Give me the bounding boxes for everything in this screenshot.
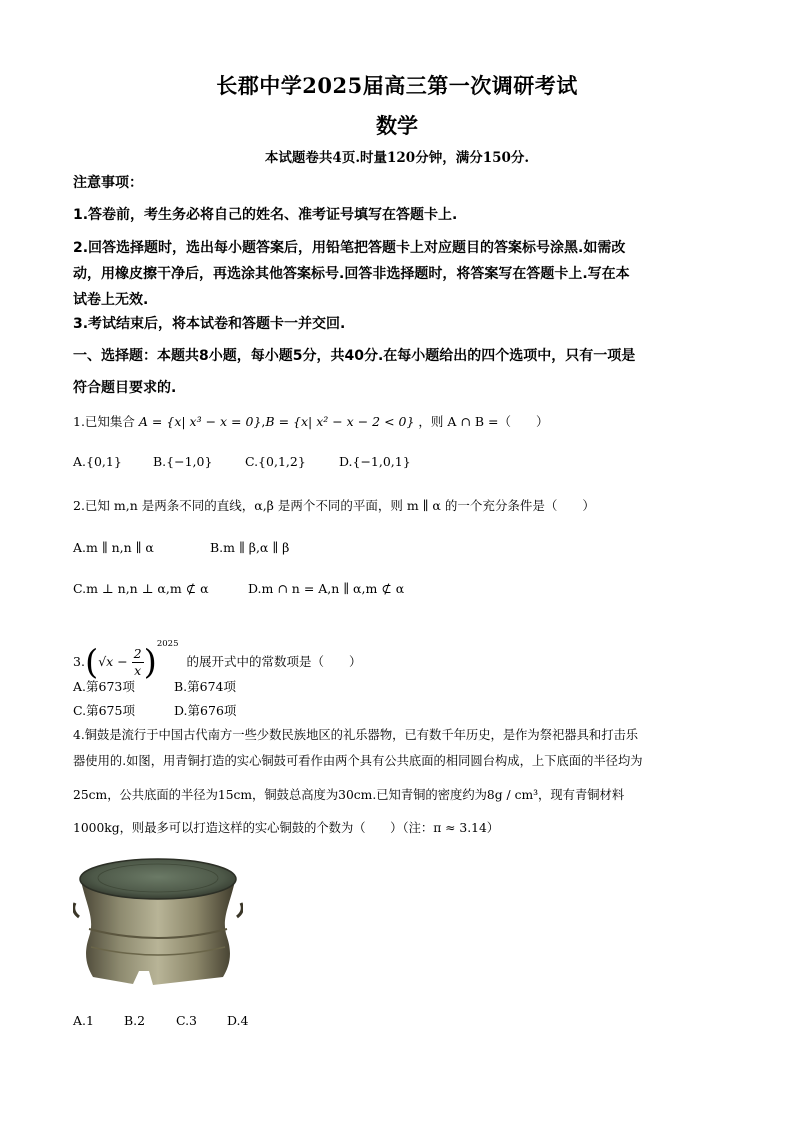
exam-info: 本试题卷共4页.时量120分钟，满分150分. xyxy=(264,150,530,166)
question-4-line-3: 25cm，公共底面的半径为15cm，铜鼓总高度为30cm.已知青铜的密度约为8g / cm³，现有青铜材料 xyxy=(73,788,625,802)
question-1-stem xyxy=(73,412,733,432)
question-3-stem xyxy=(73,622,733,683)
q1-option-d: D.{−1,0,1} xyxy=(338,454,411,469)
question-2-options-ab xyxy=(73,538,733,558)
q1-option-c: C.{0,1,2} xyxy=(244,454,306,469)
q3-minus: − xyxy=(113,654,132,669)
q3-number: 3. xyxy=(73,654,85,669)
q3-suffix: 的展开式中的常数项是（ ） xyxy=(186,654,362,669)
note-item-1: 1.答卷前，考生务必将自己的姓名、准考证号填写在答题卡上. xyxy=(73,207,458,223)
q4-option-d: D.4 xyxy=(226,1013,249,1028)
q3-option-a: A.第673项 xyxy=(73,679,135,694)
question-4-options xyxy=(73,1011,733,1031)
question-3-options-cd xyxy=(73,701,733,721)
q2-option-d: D.m ∩ n = A,n ∥ α,m ⊄ α xyxy=(247,581,405,596)
q1-sep: , xyxy=(261,414,266,429)
exam-title: 长郡中学2025届高三第一次调研考试 xyxy=(216,73,578,98)
q3-option-c: C.第675项 xyxy=(73,703,135,718)
q1-set-b: B = {x| x² − x − 2 < 0} xyxy=(265,414,415,429)
q1-set-a: A = {x| x³ − x = 0} xyxy=(138,414,262,429)
question-4-line-1: 4.铜鼓是流行于中国古代南方一些少数民族地区的礼乐器物，已有数千年历史，是作为祭祀器具和打击乐 xyxy=(73,728,639,742)
bronze-drum-image xyxy=(73,855,243,990)
q2-option-b: B.m ∥ β,α ∥ β xyxy=(209,540,290,555)
q3-exponent: 2025 xyxy=(156,639,179,649)
q3-fraction xyxy=(132,646,144,679)
note-item-2-line-1: 2.回答选择题时，选出每小题答案后，用铅笔把答题卡上对应题目的答案标号涂黑.如需改 xyxy=(73,240,626,256)
drum-handle-right xyxy=(237,903,242,917)
q3-right-paren: ) xyxy=(143,642,157,683)
q3-fraction-numerator: 2 xyxy=(133,646,142,661)
question-2-stem: 2.已知 m,n 是两条不同的直线，α,β 是两个不同的平面，则 m ∥ α 的一个充分条件是（ ） xyxy=(73,498,595,513)
q3-option-b: B.第674项 xyxy=(173,679,237,694)
section-1-heading-line-2: 符合题目要求的. xyxy=(73,380,177,396)
question-2-options-cd xyxy=(73,579,733,599)
question-3-options-ab xyxy=(73,677,733,697)
q3-option-d: D.第676项 xyxy=(173,703,237,718)
q1-option-b: B.{−1,0} xyxy=(152,454,213,469)
q1-prefix: 1.已知集合 xyxy=(73,414,135,429)
section-1-heading-line-1: 一、选择题：本题共8小题，每小题5分，共40分.在每小题给出的四个选项中，只有一项是 xyxy=(73,348,636,364)
q4-option-c: C.3 xyxy=(175,1013,198,1028)
question-1-options xyxy=(73,452,733,472)
subject-title: 数学 xyxy=(376,113,418,138)
question-4-line-4: 1000kg，则最多可以打造这样的实心铜鼓的个数为（ ）（注：π ≈ 3.14） xyxy=(73,821,500,835)
q3-left-paren: ( xyxy=(84,642,99,683)
q1-option-a: A.{0,1} xyxy=(73,454,122,469)
q4-option-b: B.2 xyxy=(123,1013,146,1028)
q1-suffix: ，则 A ∩ B =（ ） xyxy=(418,414,549,429)
question-4-line-2: 器使用的.如图，用青铜打造的实心铜鼓可看作由两个具有公共底面的相同圆台构成，上下底面的半径均为 xyxy=(73,754,643,768)
drum-top-face xyxy=(80,859,236,899)
q2-option-a: A.m ∥ n,n ∥ α xyxy=(73,540,154,555)
q3-fraction-denominator: x xyxy=(134,663,142,678)
q4-option-a: A.1 xyxy=(73,1013,94,1028)
note-item-3: 3.考试结束后，将本试卷和答题卡一并交回. xyxy=(73,316,346,332)
drum-handle-left xyxy=(74,903,79,917)
q3-sqrt-term: √x xyxy=(98,654,114,669)
note-item-2-line-3: 试卷上无效. xyxy=(73,292,149,308)
notes-heading: 注意事项： xyxy=(73,175,143,191)
q2-option-c: C.m ⊥ n,n ⊥ α,m ⊄ α xyxy=(73,581,209,596)
note-item-2-line-2: 动，用橡皮擦干净后，再选涂其他答案标号.回答非选择题时，将答案写在答题卡上.写在本 xyxy=(73,266,630,282)
